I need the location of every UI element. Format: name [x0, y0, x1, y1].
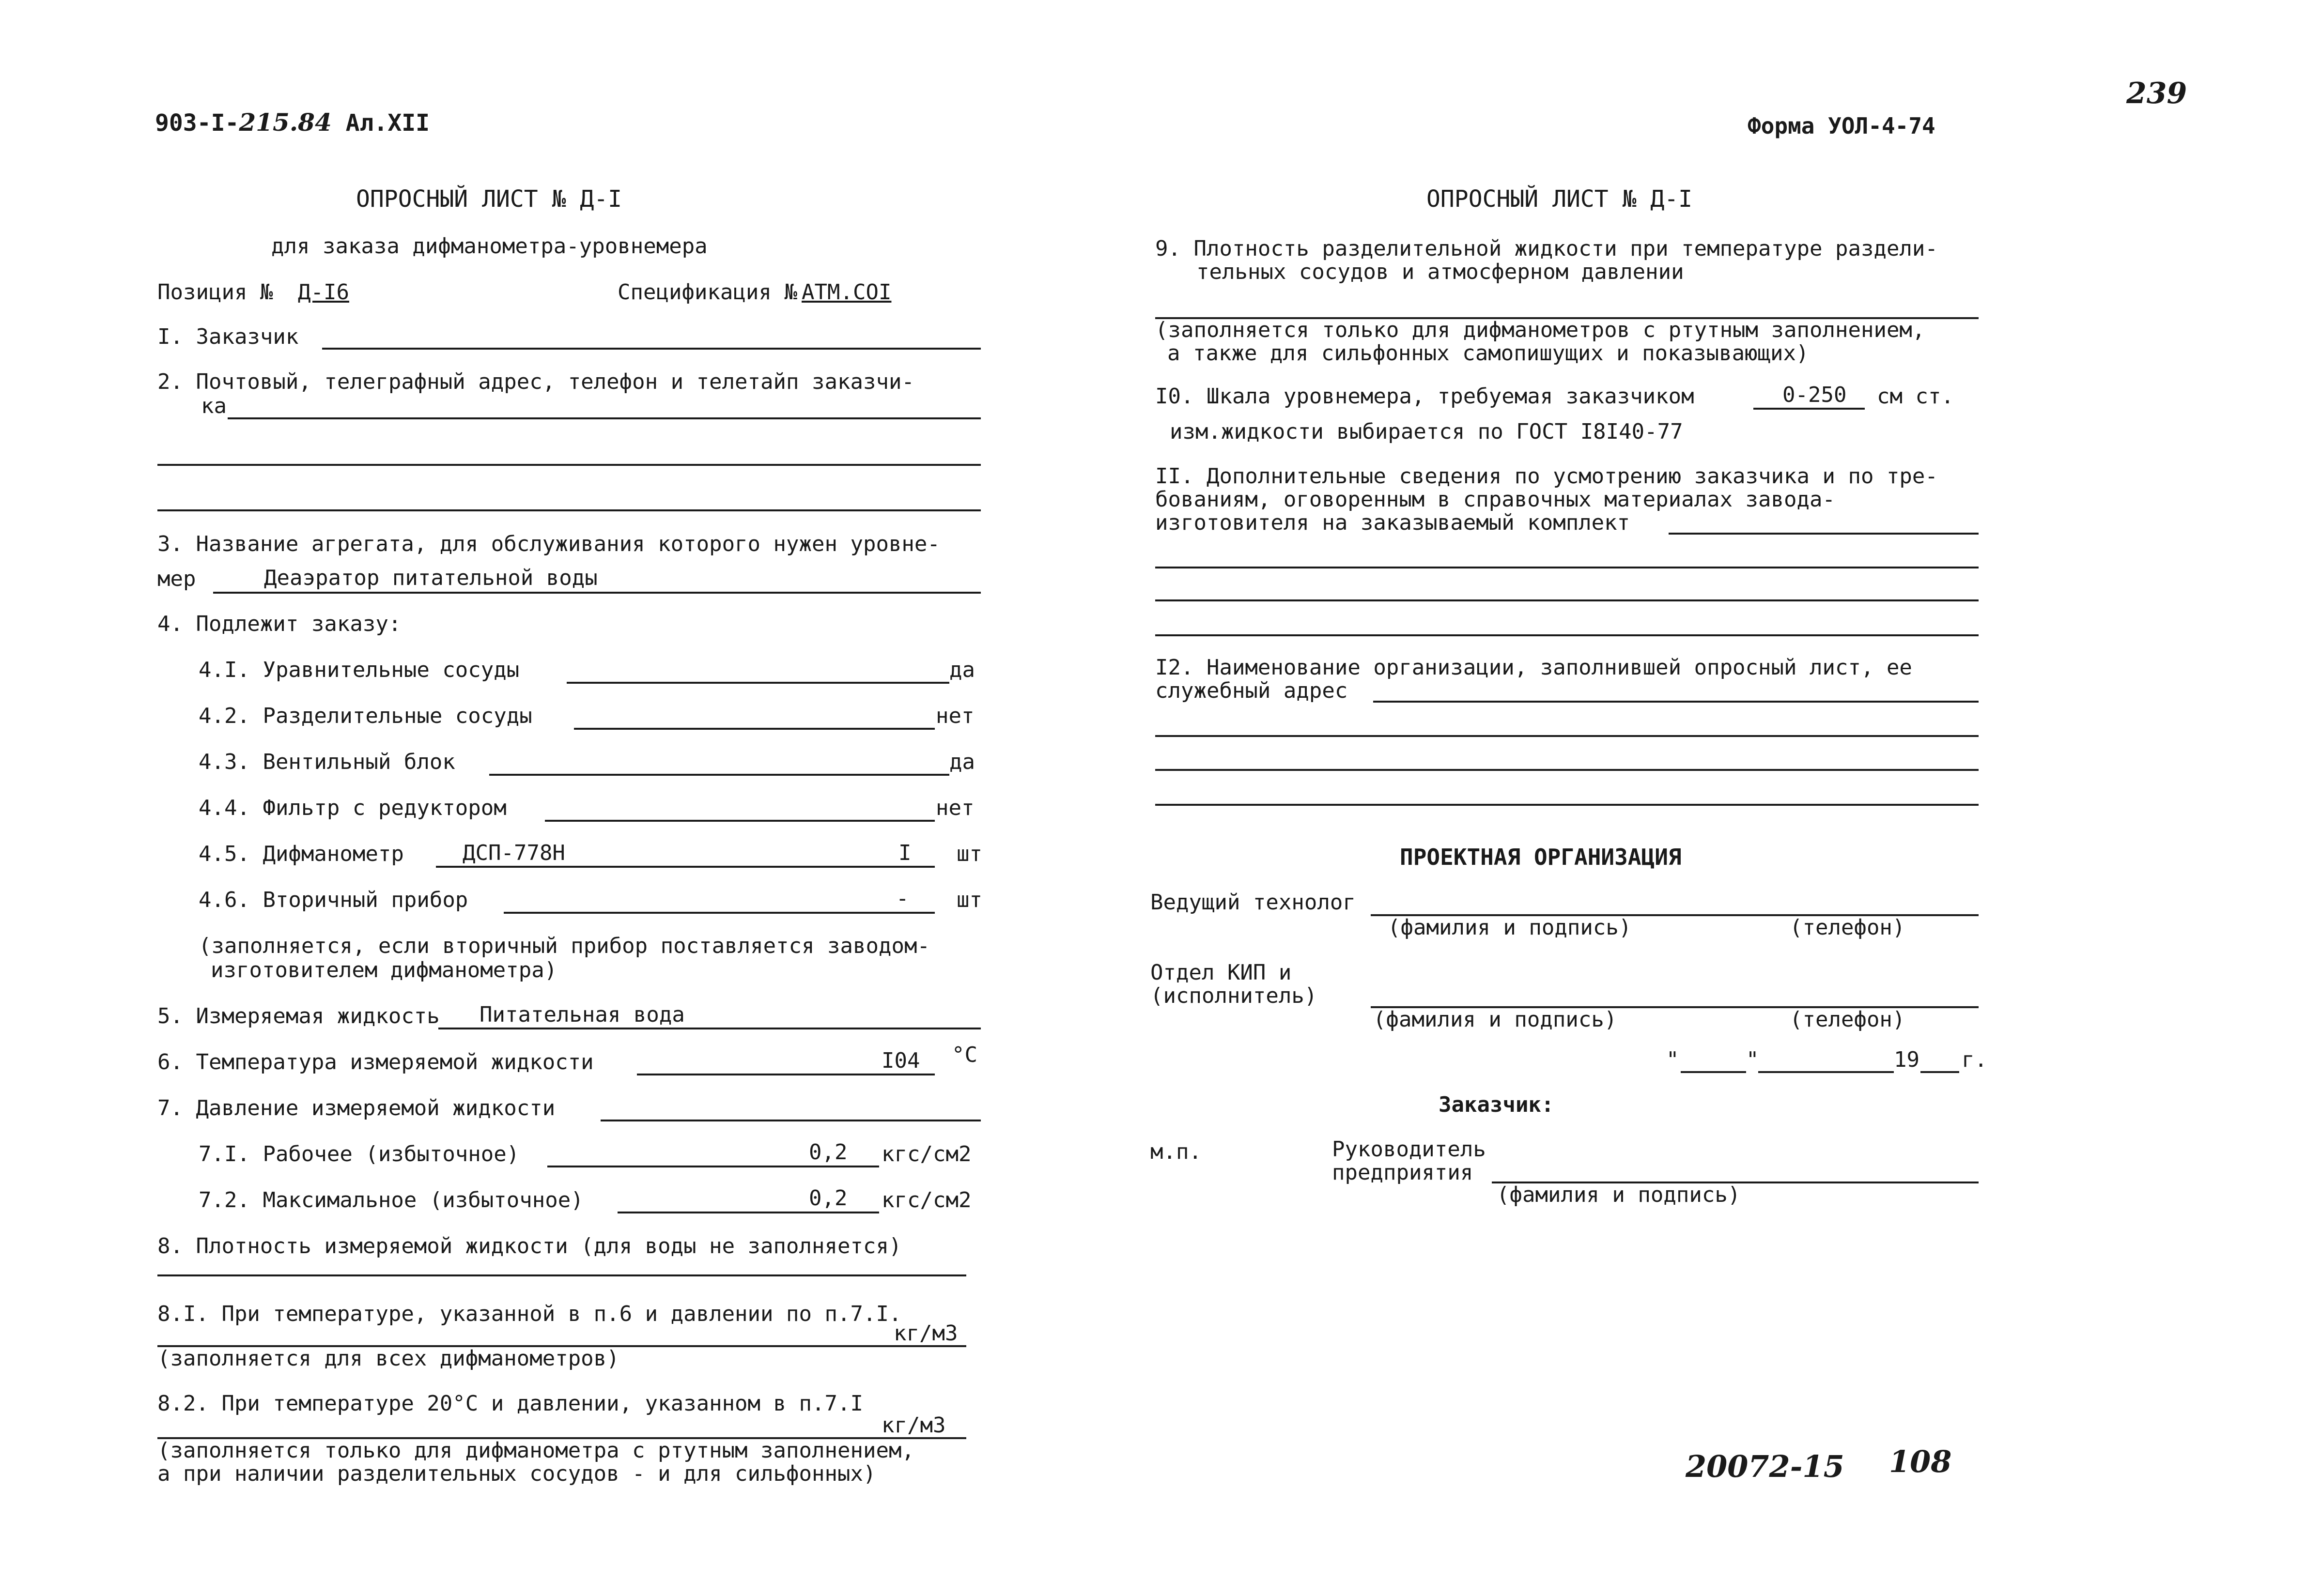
sub-4-4-line	[545, 820, 935, 822]
sub-4-3-label: 4.3. Вентильный блок	[199, 750, 455, 774]
lead-tech-label: Ведущий технолог	[1150, 890, 1356, 915]
item-8-label: 8. Плотность измеряемой жидкости (для воды не заполняется)	[157, 1234, 902, 1258]
sub-4-6-line	[504, 912, 935, 914]
sub-7-2-unit: кгс/см2	[882, 1188, 972, 1212]
doc-code-prefix: 903-I-	[155, 109, 239, 137]
head-line2: предприятия	[1332, 1160, 1473, 1185]
sub-8-1-unit: кг/м3	[894, 1321, 958, 1346]
sub-8-1-line1: 8.I. При температуре, указанной в п.6 и давлении по п.7.I.	[157, 1302, 902, 1326]
item-10-value: 0-250	[1782, 383, 1847, 407]
sub-7-1-label: 7.I. Рабочее (избыточное)	[199, 1142, 520, 1166]
sub-8-2-note2: а при наличии разделительных сосудов - и для сильфонных)	[157, 1461, 876, 1486]
project-org-heading: ПРОЕКТНАЯ ОРГАНИЗАЦИЯ	[1400, 844, 1682, 870]
sub-4-5-label: 4.5. Дифманометр	[199, 842, 404, 866]
item-2-line-a	[228, 417, 981, 419]
sub-8-1-note: (заполняется для всех дифманометров)	[157, 1346, 619, 1371]
item-2-line-b	[157, 464, 981, 466]
item-7-line	[601, 1120, 981, 1121]
item-9-note2: а также для сильфонных самопишущих и показывающих)	[1167, 341, 1809, 366]
item-10-line1: I0. Шкала уровнемера, требуемая заказчиком	[1155, 384, 1694, 409]
sub-4-6-unit: шт	[957, 888, 982, 912]
item-6-value: I04	[882, 1048, 920, 1073]
item-12-line1: I2. Наименование организации, заполнившей опросный лист, ее	[1155, 655, 1912, 680]
item-5-label: 5. Измеряемая жидкость	[157, 1004, 440, 1028]
date-quote-close: "	[1746, 1047, 1759, 1072]
item-3-value: Деаэратор питательной воды	[264, 566, 598, 590]
item-8-line	[157, 1274, 966, 1276]
item-2-line-c	[157, 509, 981, 511]
sub-4-6-qty: -	[896, 886, 909, 911]
item-2-line1: 2. Почтовый, телеграфный адрес, телефон и телетайп заказчи-	[157, 369, 914, 394]
customer-heading: Заказчик:	[1439, 1092, 1554, 1117]
item-1-line	[322, 348, 981, 350]
sub-7-1-line	[547, 1166, 879, 1167]
head-sign-caption: (фамилия и подпись)	[1497, 1182, 1741, 1207]
stamp-place: м.п.	[1150, 1139, 1202, 1164]
head-line1: Руководитель	[1332, 1137, 1486, 1162]
sub-4-1-value: да	[949, 658, 975, 682]
doc-code	[155, 109, 430, 136]
item-5-value: Питательная вода	[480, 1002, 685, 1027]
lead-tech-sign-name: (фамилия и подпись)	[1388, 915, 1632, 940]
spec-label: Спецификация №	[618, 280, 797, 305]
sub-4-4-value: нет	[936, 796, 975, 820]
item-11-line-c	[1155, 599, 1979, 601]
item-10-unit: см ст.	[1877, 384, 1954, 409]
kip-line2: (исполнитель)	[1150, 983, 1317, 1008]
position-value: Д-I6	[298, 280, 349, 305]
kip-line1: Отдел КИП и	[1150, 960, 1292, 985]
footer-hand-page: 108	[1889, 1444, 1952, 1479]
sub-8-2-unit: кг/м3	[882, 1413, 946, 1438]
item-9-line2: тельных сосудов и атмосферном давлении	[1196, 260, 1684, 284]
date-year-line	[1920, 1071, 1959, 1073]
sub-4-2-line	[574, 728, 935, 730]
item-3-line2: мер	[157, 567, 196, 591]
doc-code-suffix: Ал.XII	[345, 109, 430, 137]
item-3-line1: 3. Название агрегата, для обслуживания которого нужен уровне-	[157, 532, 940, 556]
sub-4-5-qty: I	[898, 841, 912, 865]
position-label: Позиция №	[157, 280, 273, 305]
spec-value: АТМ.СОI	[802, 280, 892, 305]
item-5-line	[438, 1028, 981, 1029]
item-12-line2: служебный адрес	[1155, 678, 1348, 703]
item-11-line-b	[1155, 567, 1979, 568]
item-6-line	[637, 1074, 935, 1075]
sub-7-2-line	[618, 1212, 879, 1213]
item-1-label: I. Заказчик	[157, 324, 299, 349]
sub-4-1-label: 4.I. Уравнительные сосуды	[199, 658, 520, 682]
sub-4-2-label: 4.2. Разделительные сосуды	[199, 704, 532, 728]
date-g: г.	[1962, 1047, 1987, 1072]
sub-8-2-line1: 8.2. При температуре 20°С и давлении, указанном в п.7.I	[157, 1391, 863, 1416]
item-7-label: 7. Давление измеряемой жидкости	[157, 1096, 556, 1120]
item-12-line-b	[1155, 735, 1979, 737]
item-11-line3: изготовителя на заказываемый комплект	[1155, 510, 1630, 535]
form-label: Форма УОЛ-4-74	[1748, 113, 1935, 139]
left-title: ОПРОСНЫЙ ЛИСТ № Д-I	[356, 185, 622, 213]
date-day-line	[1681, 1071, 1746, 1073]
sub-8-2-note1: (заполняется только для дифманометра с ртутным заполнением,	[157, 1438, 914, 1463]
sub-4-6-label: 4.6. Вторичный прибор	[199, 888, 468, 912]
sub-7-1-unit: кгс/см2	[882, 1142, 972, 1166]
sub-4-5-line	[436, 866, 935, 868]
sub-7-2-label: 7.2. Максимальное (избыточное)	[199, 1188, 584, 1212]
item-10-line	[1753, 408, 1865, 410]
page-number: 239	[2126, 77, 2187, 110]
item-12-line-a	[1373, 701, 1979, 703]
item-9-note1: (заполняется только для дифманометров с ртутным заполнением,	[1155, 318, 1925, 342]
item-2-line2: ка	[201, 394, 227, 418]
sub-4-2-value: нет	[936, 704, 975, 728]
item-9-line1: 9. Плотность разделительной жидкости при температуре раздели-	[1155, 236, 1938, 261]
sub-4-4-label: 4.4. Фильтр с редуктором	[199, 796, 507, 820]
item-12-line-c	[1155, 769, 1979, 771]
sub-4-1-line	[567, 682, 949, 684]
item-11-line2: бованиям, оговоренным в справочных материалах завода-	[1155, 487, 1835, 512]
right-title: ОПРОСНЫЙ ЛИСТ № Д-I	[1426, 185, 1693, 213]
footer-hand-number: 20072-15	[1686, 1449, 1844, 1484]
item-6-unit: °С	[952, 1043, 977, 1067]
item-11-line1: II. Дополнительные сведения по усмотрению заказчика и по тре-	[1155, 464, 1938, 489]
left-subtitle: для заказа дифманометра-уровнемера	[271, 234, 708, 259]
kip-sign-name: (фамилия и подпись)	[1373, 1007, 1617, 1032]
note-4-line1: (заполняется, если вторичный прибор поставляется заводом-	[199, 934, 930, 958]
sub-4-5-model: ДСП-778Н	[463, 841, 565, 865]
item-11-line-d	[1155, 634, 1979, 636]
item-6-label: 6. Температура измеряемой жидкости	[157, 1050, 594, 1074]
lead-tech-sign-phone: (телефон)	[1790, 915, 1905, 940]
doc-code-hand: 215.84	[239, 108, 332, 137]
item-12-line-d	[1155, 804, 1979, 806]
kip-sign-phone: (телефон)	[1790, 1007, 1905, 1032]
item-3-line	[213, 592, 981, 594]
sub-4-5-unit: шт	[957, 842, 982, 866]
item-11-line-a	[1669, 533, 1979, 535]
item-10-line2: изм.жидкости выбирается по ГОСТ I8I40-77	[1170, 419, 1683, 444]
note-4-line2: изготовителем дифманометра)	[211, 958, 557, 982]
date-month-line	[1758, 1071, 1894, 1073]
item-4-label: 4. Подлежит заказу:	[157, 612, 402, 636]
sub-7-2-value: 0,2	[809, 1186, 848, 1211]
sub-4-3-value: да	[949, 750, 975, 774]
sub-4-3-line	[489, 774, 949, 776]
sub-7-1-value: 0,2	[809, 1140, 848, 1165]
date-quote-open: "	[1666, 1047, 1679, 1072]
date-year: 19	[1894, 1047, 1919, 1072]
